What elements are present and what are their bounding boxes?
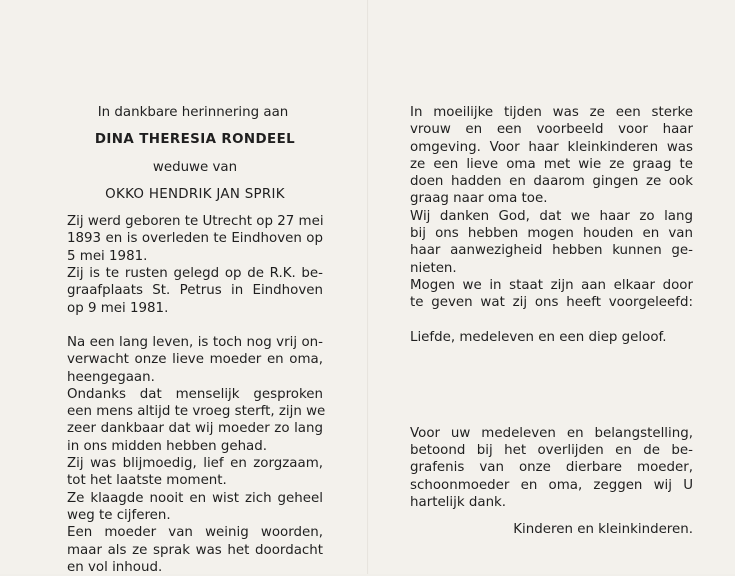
text-line: haar aanwezigheid hebben kunnen ge- xyxy=(410,243,693,259)
text-line: schoonmoeder en oma, zeggen wij U xyxy=(410,477,693,493)
text-line: verwacht onze lieve moeder en oma, xyxy=(67,352,323,368)
text-line: en vol inhoud. xyxy=(67,559,163,575)
text-line: Wij danken God, dat we haar zo lang xyxy=(410,208,693,224)
text-line: doen hadden en daarom gingen ze ook xyxy=(410,174,693,190)
husband-name: OKKO HENDRIK JAN SPRIK xyxy=(105,186,285,202)
text-line: tot het laatste moment. xyxy=(67,473,227,489)
text-line: weg te cijferen. xyxy=(67,507,171,523)
text-line: betoond bij het overlijden en de be- xyxy=(410,443,693,459)
text-line: Mogen we in staat zijn aan elkaar door xyxy=(410,277,693,293)
text-line: op 9 mei 1981. xyxy=(67,300,169,316)
legacy-paragraph xyxy=(410,277,693,312)
right-page xyxy=(410,104,693,539)
text-line: zeer dankbaar dat wij moeder zo lang xyxy=(67,421,323,437)
motto: Liefde, medeleven en een diep geloof. xyxy=(410,329,667,345)
modesty-paragraph xyxy=(67,490,323,525)
text-line: Zij is te rusten gelegd op de R.K. be- xyxy=(67,266,323,282)
burial-paragraph xyxy=(67,265,323,317)
heading: In dankbare herinnering aan xyxy=(97,105,289,120)
life-paragraph xyxy=(67,334,323,386)
text-line: vrouw en een voorbeeld voor haar xyxy=(410,122,693,138)
card-fold xyxy=(367,0,369,574)
text-line: heengegaan. xyxy=(67,369,155,385)
thanks-paragraph xyxy=(410,425,693,511)
text-line: hartelijk dank. xyxy=(410,495,507,511)
text-line: In moeilijke tijden was ze een sterke xyxy=(410,105,693,120)
text-line: graafplaats St. Petrus in Eindhoven xyxy=(67,283,323,299)
text-line: een mens altijd te vroeg sterft, zijn we xyxy=(67,404,326,420)
text-line: grafenis van onze dierbare moeder, xyxy=(410,460,693,476)
text-line: 5 mei 1981. xyxy=(67,248,148,264)
thank-god-paragraph xyxy=(410,208,693,277)
text-line: graag naar oma toe. xyxy=(410,191,548,207)
text-line: te geven wat zij ons heeft voorgeleefd: xyxy=(410,295,693,311)
words-paragraph xyxy=(67,524,323,576)
text-line: Voor uw medeleven en belangstelling, xyxy=(410,425,693,441)
birth-death-paragraph xyxy=(67,213,323,265)
text-line: Ze klaagde nooit en wist zich geheel xyxy=(67,490,323,506)
signature: Kinderen en kleinkinderen. xyxy=(513,522,693,538)
deceased-name: DINA THERESIA RONDEEL xyxy=(94,132,296,148)
text-line: nieten. xyxy=(410,260,457,276)
text-line: Zij was blijmoedig, lief en zorgzaam, xyxy=(67,456,323,472)
text-line: Ondanks dat menselijk gesproken xyxy=(67,386,323,402)
text-line: Een moeder van weinig woorden, xyxy=(67,525,323,541)
gratitude-paragraph xyxy=(67,386,326,455)
text-line: bij ons hebben mogen houden en van xyxy=(410,226,693,242)
text-line: Na een lang leven, is toch nog vrij on- xyxy=(67,334,323,350)
widow-of: weduwe van xyxy=(152,159,238,175)
strength-paragraph xyxy=(410,104,693,208)
left-page xyxy=(67,104,326,576)
text-line: 1893 en is overleden te Eindhoven op xyxy=(67,231,323,247)
text-line: Zij werd geboren te Utrecht op 27 mei xyxy=(67,214,324,230)
character-paragraph xyxy=(67,455,323,490)
text-line: in ons midden hebben gehad. xyxy=(67,438,268,454)
text-line: omgeving. Voor haar kleinkinderen was xyxy=(410,139,693,155)
text-line: maar als ze sprak was het doordacht xyxy=(67,542,323,558)
text-line: ze een lieve oma met wie ze graag te xyxy=(410,156,693,172)
